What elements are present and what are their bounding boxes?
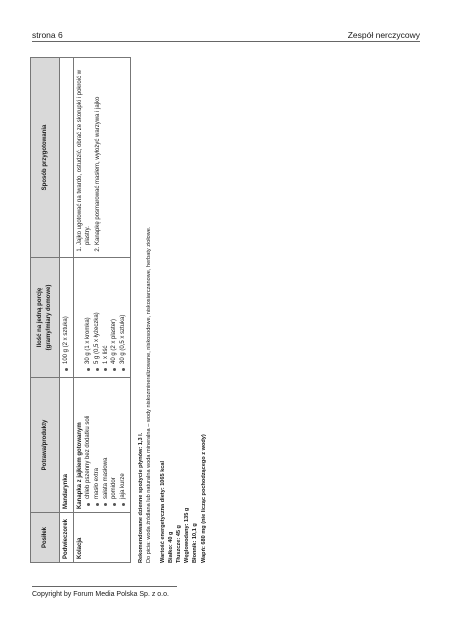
carbs-value: Węglowodany: 135 g	[184, 507, 191, 563]
ingredient-item: jaja kurze	[119, 381, 128, 499]
quantity-item: 100 g (2 x sztuka)	[62, 261, 71, 364]
meal-plan-table	[30, 57, 131, 563]
ingredient-item: masło extra	[93, 381, 102, 499]
preparation-step: 2. Kanapkę posmarować masłem, wyłożyć warzywa i jajko	[94, 61, 103, 245]
dish-cell	[73, 378, 130, 513]
ingredient-item: chleb pszenny bez dodatku soli	[84, 381, 93, 499]
dish-cell	[60, 378, 74, 513]
col-header-meal: Posiłek	[31, 513, 60, 563]
quantity-item: 30 g (0,5 x sztuka)	[119, 261, 128, 364]
fiber-value: Błonnik: 10,1 g	[192, 523, 199, 563]
fluids-recommendation: Rekomendowane dzienne spożycie płynów: 1,3 l.	[137, 432, 144, 563]
document-title: Zespół nerczycowy	[347, 30, 420, 40]
quantity-cell	[73, 258, 130, 378]
protein-value: Białko: 40 g	[168, 531, 175, 563]
dish-name: Mandarynka	[63, 473, 69, 509]
col-header-quantity: Ilość na jedną porcję (gramy/miary domowe)	[31, 258, 60, 378]
fluids-description: Do picia: woda źródlana lub naturalna woda mineralna – wody niskozmineralizowane, niskosodowe, niskosiarczanowe, herbaty ziołowe.	[145, 226, 152, 563]
table-row	[60, 58, 74, 563]
meal-name: Kolacja	[73, 513, 130, 563]
quantity-item: 1 x liść	[102, 261, 111, 364]
header-divider	[32, 41, 420, 42]
rotated-content	[30, 58, 230, 563]
quantity-cell	[60, 258, 74, 378]
preparation-cell	[73, 58, 130, 258]
ingredient-item: pomidor	[110, 381, 119, 499]
quantity-item: 5 g (0,5 x łyżeczka)	[93, 261, 102, 364]
diet-notes	[137, 58, 208, 563]
quantity-item: 40 g (2 x plaster)	[110, 261, 119, 364]
table-header-row	[31, 58, 60, 563]
energy-value: Wartość energetyczna diety: 1065 kcal	[160, 460, 167, 563]
quantity-item: 30 g (1 x kromka)	[84, 261, 93, 364]
fat-value: Tłuszcze: 45 g	[176, 525, 183, 563]
dish-name: Kanapka z jajkiem gotowanym	[76, 422, 83, 509]
meal-name: Podwieczorek	[60, 513, 74, 563]
calcium-value: Wapń: 680 mg (nie licząc pochodzącego z wody)	[200, 434, 207, 563]
preparation-step: 1. Jajko ugotować na twardo, ostudzić, obrać ze skorupki i pokroić w plastry.	[76, 61, 93, 245]
preparation-cell	[60, 58, 74, 258]
rotated-content-area	[30, 58, 230, 563]
ingredient-item: sałata masłowa	[102, 381, 111, 499]
footer-divider	[32, 586, 177, 587]
page-number: strona 6	[32, 30, 63, 40]
copyright-footer: Copyright by Forum Media Polska Sp. z o.o.	[32, 591, 169, 598]
table-row	[73, 58, 130, 563]
col-header-preparation: Sposób przygotowania	[31, 58, 60, 258]
col-header-dish: Potrawa/produkty	[31, 378, 60, 513]
